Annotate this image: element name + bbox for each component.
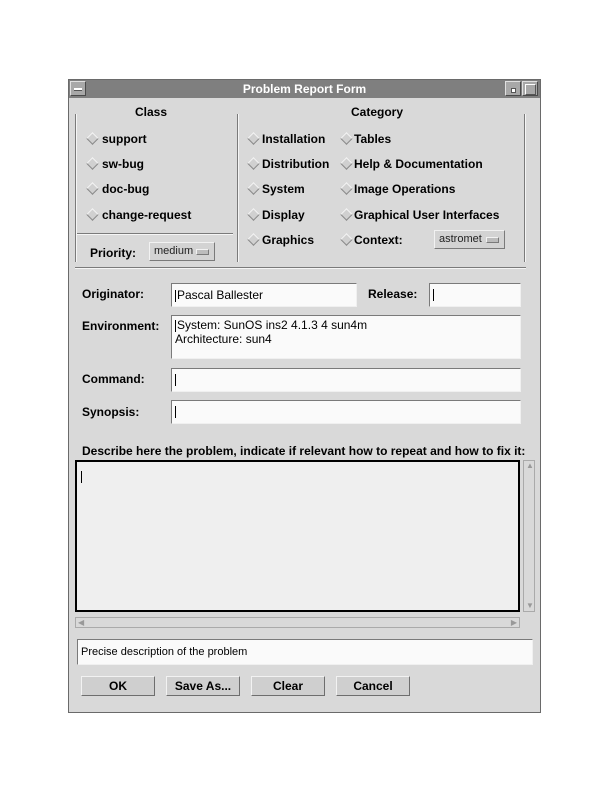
category-label-installation: Installation	[262, 132, 326, 146]
cancel-button[interactable]: Cancel	[336, 676, 410, 696]
category-radio-distribution[interactable]	[247, 157, 260, 170]
category-label-display: Display	[262, 208, 305, 222]
category-radio-context[interactable]	[340, 233, 353, 246]
priority-select[interactable]	[149, 242, 215, 261]
window-menu-icon	[74, 88, 82, 91]
originator-value: Pascal Ballester	[177, 288, 264, 302]
category-label-graphics: Graphics	[262, 233, 315, 247]
header-separator	[75, 267, 526, 269]
synopsis-field[interactable]	[171, 400, 521, 424]
minimize-button[interactable]	[505, 81, 521, 96]
category-radio-installation[interactable]	[247, 132, 260, 145]
minimize-icon	[511, 88, 516, 93]
option-menu-indicator-icon	[486, 237, 499, 243]
class-radio-support[interactable]	[86, 132, 99, 145]
description-prompt: Describe here the problem, indicate if relevant how to repeat and how to fix it:	[82, 444, 526, 458]
section-divider	[237, 114, 239, 262]
class-frame-left	[75, 114, 77, 262]
horizontal-scrollbar[interactable]	[75, 617, 520, 628]
option-menu-indicator-icon	[196, 249, 209, 255]
synopsis-label: Synopsis:	[82, 405, 140, 419]
category-label-tables: Tables	[354, 132, 392, 146]
window-title: Problem Report Form	[242, 82, 367, 96]
description-textarea[interactable]	[75, 460, 520, 612]
environment-line-2: Architecture: sun4	[175, 332, 272, 346]
release-label: Release:	[368, 287, 418, 301]
ok-button[interactable]: OK	[81, 676, 155, 696]
maximize-button[interactable]	[522, 81, 538, 96]
category-radio-graphics[interactable]	[247, 233, 260, 246]
text-cursor	[175, 406, 176, 418]
command-field[interactable]	[171, 368, 521, 392]
context-value: astromet	[439, 233, 482, 245]
scroll-up-icon[interactable]: ▲	[526, 461, 534, 470]
environment-label: Environment:	[82, 319, 160, 333]
class-label-change-request: change-request	[102, 208, 192, 222]
priority-value: medium	[154, 245, 194, 257]
category-radio-help-documentation[interactable]	[340, 157, 353, 170]
category-label-help-documentation: Help & Documentation	[354, 157, 483, 171]
category-label-system: System	[262, 182, 305, 196]
category-radio-image-operations[interactable]	[340, 182, 353, 195]
class-radio-doc-bug[interactable]	[86, 182, 99, 195]
category-radio-system[interactable]	[247, 182, 260, 195]
scroll-right-icon[interactable]: ▶	[510, 618, 517, 627]
window-menu-button[interactable]	[70, 81, 86, 96]
category-label-distribution: Distribution	[262, 157, 330, 171]
command-label: Command:	[82, 372, 145, 386]
environment-value-1: System: SunOS ins2 4.1.3 4 sun4m	[177, 318, 368, 332]
priority-divider	[77, 233, 233, 235]
category-label-context: Context:	[354, 233, 403, 247]
environment-field[interactable]	[171, 315, 521, 359]
release-field[interactable]	[429, 283, 521, 307]
originator-label: Originator:	[82, 287, 144, 301]
title-bar[interactable]	[69, 80, 540, 98]
priority-label: Priority:	[90, 246, 137, 260]
context-select[interactable]	[434, 230, 505, 249]
clear-button[interactable]: Clear	[251, 676, 325, 696]
class-label-support: support	[102, 132, 147, 146]
text-cursor	[175, 290, 176, 302]
category-radio-display[interactable]	[247, 208, 260, 221]
maximize-icon	[525, 84, 536, 95]
text-cursor	[175, 374, 176, 386]
class-label-sw-bug: sw-bug	[102, 157, 144, 171]
class-heading: Class	[135, 105, 168, 119]
class-label-doc-bug: doc-bug	[102, 182, 150, 196]
environment-line-1	[175, 318, 517, 332]
text-cursor	[81, 471, 82, 483]
scroll-left-icon[interactable]: ◀	[78, 618, 85, 627]
class-radio-sw-bug[interactable]	[86, 157, 99, 170]
status-text: Precise description of the problem	[81, 646, 248, 658]
category-heading: Category	[351, 105, 404, 119]
status-line	[77, 639, 533, 665]
category-label-gui: Graphical User Interfaces	[354, 208, 500, 222]
scroll-down-icon[interactable]: ▼	[526, 601, 534, 610]
text-cursor	[433, 289, 434, 301]
problem-report-window	[68, 79, 541, 713]
category-radio-tables[interactable]	[340, 132, 353, 145]
class-radio-change-request[interactable]	[86, 208, 99, 221]
category-frame-right	[524, 114, 526, 262]
category-radio-gui[interactable]	[340, 208, 353, 221]
originator-field[interactable]	[171, 283, 357, 307]
save-as-button[interactable]: Save As...	[166, 676, 240, 696]
text-cursor	[175, 320, 176, 332]
vertical-scrollbar[interactable]	[523, 460, 535, 612]
category-label-image-operations: Image Operations	[354, 182, 456, 196]
